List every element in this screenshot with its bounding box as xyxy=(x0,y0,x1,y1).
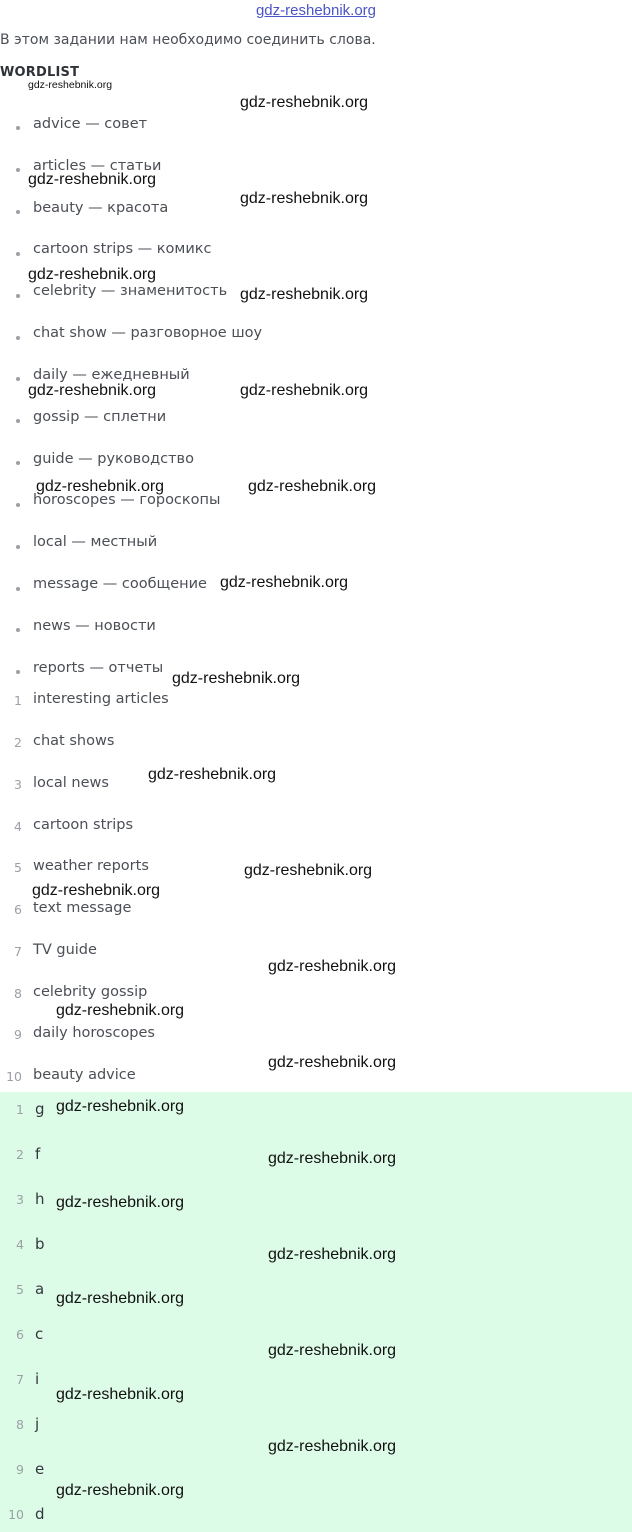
watermark-text: gdz-reshebnik.org xyxy=(36,478,165,495)
wordlist-item: local — местный xyxy=(33,534,158,550)
phrase-number: 10 xyxy=(6,1069,22,1084)
bullet-icon xyxy=(16,503,20,507)
watermark-text: gdz-reshebnik.org xyxy=(56,1194,185,1211)
bullet-icon xyxy=(16,126,20,130)
watermark-text: gdz-reshebnik.org xyxy=(240,382,369,399)
wordlist-item: advice — совет xyxy=(33,116,148,132)
watermark-text: gdz-reshebnik.org xyxy=(56,1002,185,1019)
answer-letter: f xyxy=(35,1145,41,1163)
phrase-text: weather reports xyxy=(33,858,149,874)
watermark-text: gdz-reshebnik.org xyxy=(28,171,157,188)
answer-letter: e xyxy=(35,1460,45,1478)
phrase-number: 1 xyxy=(14,693,22,708)
watermark-text: gdz-reshebnik.org xyxy=(268,1054,397,1071)
phrase-number: 3 xyxy=(14,777,22,792)
answer-letter: i xyxy=(35,1370,40,1388)
phrase-text: beauty advice xyxy=(33,1067,136,1083)
wordlist-title: WORDLIST xyxy=(0,65,80,80)
phrase-number: 9 xyxy=(14,1027,22,1042)
phrase-text: local news xyxy=(33,775,109,791)
wordlist-item: cartoon strips — комикс xyxy=(33,241,212,257)
answer-letter: b xyxy=(35,1235,45,1253)
phrase-number: 6 xyxy=(14,902,22,917)
wordlist-item: news — новости xyxy=(33,618,156,634)
watermark-text: gdz-reshebnik.org xyxy=(56,1098,185,1115)
watermark-text: gdz-reshebnik.org xyxy=(240,190,369,207)
watermark-text: gdz-reshebnik.org xyxy=(268,1438,397,1455)
bullet-icon xyxy=(16,252,20,256)
wordlist-item: reports — отчеты xyxy=(33,660,164,676)
phrase-text: daily horoscopes xyxy=(33,1025,155,1041)
watermark-text: gdz-reshebnik.org xyxy=(172,670,301,687)
bullet-icon xyxy=(16,210,20,214)
watermark-text: gdz-reshebnik.org xyxy=(56,1386,185,1403)
bullet-icon xyxy=(16,461,20,465)
wordlist-item: horoscopes — гороскопы xyxy=(33,492,221,508)
watermark-text: gdz-reshebnik.org xyxy=(268,1246,397,1263)
task-intro: В этом задании нам необходимо соединить слова. xyxy=(0,32,376,48)
wordlist-item: message — сообщение xyxy=(33,576,207,592)
answer-number: 2 xyxy=(16,1147,24,1162)
wordlist-item: chat show — разговорное шоу xyxy=(33,325,263,341)
watermark-text: gdz-reshebnik.org xyxy=(56,1290,185,1307)
answer-number: 8 xyxy=(16,1417,24,1432)
bullet-icon xyxy=(16,587,20,591)
phrase-text: interesting articles xyxy=(33,691,169,707)
bullet-icon xyxy=(16,628,20,632)
answer-number: 6 xyxy=(16,1327,24,1342)
watermark-text: gdz-reshebnik.org xyxy=(28,266,157,283)
answer-number: 3 xyxy=(16,1192,24,1207)
watermark-text: gdz-reshebnik.org xyxy=(268,1150,397,1167)
watermark-text: gdz-reshebnik.org xyxy=(28,382,157,399)
bullet-icon xyxy=(16,670,20,674)
answer-letter: h xyxy=(35,1190,45,1208)
phrase-text: cartoon strips xyxy=(33,817,134,833)
phrase-text: text message xyxy=(33,900,132,916)
answer-number: 4 xyxy=(16,1237,24,1252)
answer-number: 5 xyxy=(16,1282,24,1297)
wordlist-item: celebrity — знаменитость xyxy=(33,283,228,299)
phrase-text: TV guide xyxy=(33,942,97,958)
watermark-text: gdz-reshebnik.org xyxy=(268,958,397,975)
answer-letter: d xyxy=(35,1505,45,1523)
watermark-text: gdz-reshebnik.org xyxy=(240,94,369,111)
bullet-icon xyxy=(16,294,20,298)
bullet-icon xyxy=(16,377,20,381)
bullet-icon xyxy=(16,168,20,172)
bullet-icon xyxy=(16,336,20,340)
phrase-number: 8 xyxy=(14,986,22,1001)
phrase-text: celebrity gossip xyxy=(33,984,148,1000)
site-header-link[interactable]: gdz-reshebnik.org xyxy=(255,2,377,19)
wordlist-item: beauty — красота xyxy=(33,200,169,216)
answer-letter: j xyxy=(35,1415,40,1433)
watermark-text: gdz-reshebnik.org xyxy=(56,1482,185,1499)
watermark-text: gdz-reshebnik.org xyxy=(240,286,369,303)
answer-letter: c xyxy=(35,1325,44,1343)
watermark-text: gdz-reshebnik.org xyxy=(248,478,377,495)
bullet-icon xyxy=(16,419,20,423)
answer-letter: g xyxy=(35,1100,45,1118)
watermark-text: gdz-reshebnik.org xyxy=(148,766,277,783)
watermark-text: gdz-reshebnik.org xyxy=(220,574,349,591)
wordlist-item: guide — руководство xyxy=(33,451,194,467)
wordlist-item: gossip — сплетни xyxy=(33,409,167,425)
wordlist-item: daily — ежедневный xyxy=(33,367,190,383)
watermark-text: gdz-reshebnik.org xyxy=(244,862,373,879)
phrase-number: 4 xyxy=(14,819,22,834)
watermark-text: gdz-reshebnik.org xyxy=(28,79,113,91)
watermark-text: gdz-reshebnik.org xyxy=(268,1342,397,1359)
phrase-number: 5 xyxy=(14,860,22,875)
answer-letter: a xyxy=(35,1280,45,1298)
answer-number: 1 xyxy=(16,1102,24,1117)
phrase-text: chat shows xyxy=(33,733,115,749)
phrase-number: 2 xyxy=(14,735,22,750)
answer-number: 7 xyxy=(16,1372,24,1387)
phrase-number: 7 xyxy=(14,944,22,959)
wordlist-item: articles — статьи xyxy=(33,158,162,174)
answer-number: 9 xyxy=(16,1462,24,1477)
watermark-text: gdz-reshebnik.org xyxy=(32,882,161,899)
bullet-icon xyxy=(16,545,20,549)
answer-number: 10 xyxy=(8,1507,24,1522)
